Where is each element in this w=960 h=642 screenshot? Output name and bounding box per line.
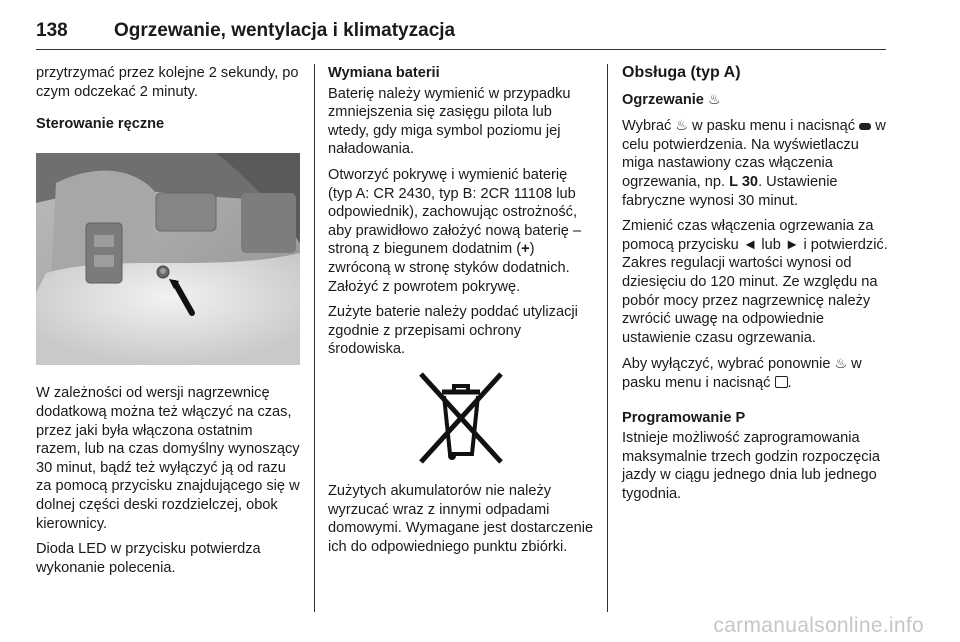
watermark: carmanualsonline.info: [713, 614, 924, 637]
plus-icon: +: [521, 241, 530, 258]
page-header: [36, 6, 886, 50]
paragraph: Istnieje możliwość zaprogramowania maksymalnie trzech godzin rozpoczęcia jazdy w ciągu jednego dnia lub jednego tygodnia.: [622, 430, 880, 502]
dashboard-button-photo: [36, 153, 300, 365]
paragraph: Zużyte baterie należy poddać utylizacji zgodnie z przepisami ochrony środowiska.: [328, 304, 578, 358]
heading-heating: Ogrzewanie ♨: [622, 90, 721, 108]
column-2: [328, 64, 594, 563]
paragraph: Aby wyłączyć, wybrać ponownie ♨ w pasku menu i nacisnąć .: [622, 355, 862, 391]
column-3: [622, 64, 894, 510]
column-divider-2: [607, 64, 608, 612]
heating-icon: ♨: [707, 90, 721, 107]
confirm-button-icon: [859, 123, 871, 130]
paragraph: Wybrać ♨ w pasku menu i nacisnąć w celu potwierdzenia. Na wyświetlaczu miga nastawiony czas włączenia ogrzewania, np. L 30. Ustawienie fabryczne wynosi 30 minut.: [622, 117, 886, 209]
header-rule: [36, 49, 886, 50]
arrow-right-icon: ►: [784, 236, 800, 253]
crossed-out-bin-icon: [406, 366, 516, 470]
heading-programming: Programowanie P: [622, 409, 746, 426]
empty-box-icon: [775, 376, 788, 388]
heading-battery-replacement: Wymiana baterii: [328, 65, 440, 81]
paragraph: przytrzymać przez kolejne 2 sekundy, po czym odczekać 2 minuty.: [36, 65, 299, 100]
display-example: L 30: [729, 173, 759, 190]
arrow-left-icon: ◄: [742, 236, 758, 253]
paragraph: W zależności od wersji nagrzewnicę dodatkową można też włączyć na czas, przez jaki była włączona ostatnim razem, lub na czas domyślny wynoszący 30 minut, bądź też wyłączyć ją od razu za pomocą przycisku znajdującego się w dolnej części deski rozdzielczej, obok kierownicy.: [36, 385, 300, 532]
paragraph: Dioda LED w przycisku potwierdza wykonanie polecenia.: [36, 541, 261, 576]
paragraph: Zużytych akumulatorów nie należy wyrzucać wraz z innymi odpadami domowymi. Wymagane jest dostarczenie ich do odpowiedniego punktu zbiórki.: [328, 482, 594, 555]
paragraph: Zmienić czas włączenia ogrzewania za pomocą przycisku ◄ lub ► i potwierdzić. Zakres regulacji wartości wynosi od dziesięciu do 120 minut. Ze względu na pobór mocy przez nagrzewnicę należy zwrócić uwagę na odpowiednie ustawienie czasu ogrzewania.: [622, 218, 888, 346]
column-divider-1: [314, 64, 315, 612]
paragraph: Baterię należy wymienić w przypadku zmniejszenia się zasięgu pilota lub wtedy, gdy miga symbol poziomu jej naładowania.: [328, 85, 571, 158]
page-title: Ogrzewanie, wentylacja i klimatyzacja: [114, 20, 456, 41]
section-title: Obsługa (typ A): [622, 64, 741, 81]
page-number: 138: [36, 20, 68, 41]
paragraph: Otworzyć pokrywę i wymienić baterię (typ A: CR 2430, typ B: 2CR 11108 lub odpowiednik), zachowując ostrożność, aby prawidłowo założyć nową baterię – stroną z biegunem dodatnim (+) zwróconą w stronę styków dodatnich. Założyć z powrotem pokrywę.: [328, 166, 582, 295]
column-1: [36, 64, 300, 584]
heating-icon: ♨: [675, 117, 688, 134]
heating-icon: ♨: [834, 355, 848, 372]
heading-manual-control: Sterowanie ręczne: [36, 116, 165, 133]
